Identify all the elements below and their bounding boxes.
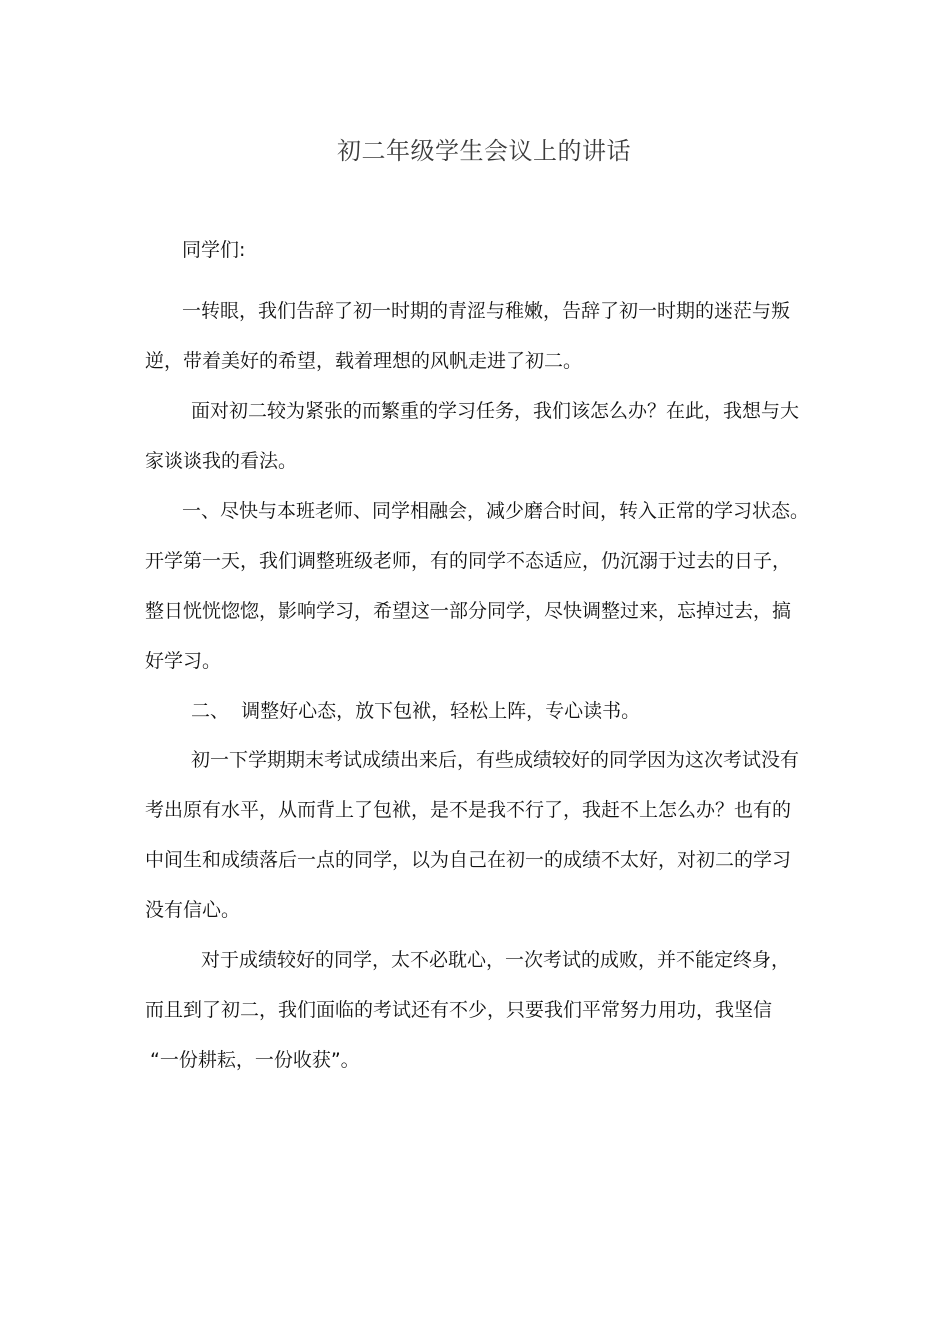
body-line: 一转眼，我们告辞了初一时期的青涩与稚嫩，告辞了初一时期的迷茫与叛 (182, 300, 791, 322)
body-line: 没有信心。 (145, 899, 241, 921)
body-line: 而且到了初二，我们面临的考试还有不少，只要我们平常努力用功，我坚信 (145, 999, 773, 1021)
document-title: 初二年级学生会议上的讲话 (337, 137, 631, 165)
body-line: 整日恍恍惚惚，影响学习，希望这一部分同学，尽快调整过来，忘掉过去，搞 (145, 600, 792, 622)
section-heading-1: 一、尽快与本班老师、同学相融会，减少磨合时间，转入正常的学习状态。 (182, 500, 810, 522)
body-line: 面对初二较为紧张的而繁重的学习任务，我们该怎么办？在此，我想与大 (191, 400, 800, 422)
body-line: 考出原有水平，从而背上了包袱，是不是我不行了，我赶不上怎么办？也有的 (145, 799, 792, 821)
body-line: 逆，带着美好的希望，载着理想的风帆走进了初二。 (145, 350, 583, 372)
body-line: 家谈谈我的看法。 (145, 450, 298, 472)
section-heading-2: 二、 调整好心态，放下包袱，轻松上阵，专心读书。 (191, 700, 641, 722)
salutation: 同学们: (182, 239, 246, 261)
closing-quote: “一份耕耘，一份收获”。 (150, 1049, 360, 1071)
body-line: 好学习。 (145, 650, 222, 672)
body-line: 中间生和成绩落后一点的同学，以为自己在初一的成绩不太好，对初二的学习 (145, 849, 792, 871)
body-line: 对于成绩较好的同学，太不必耽心，一次考试的成败，并不能定终身， (201, 949, 791, 971)
body-line: 初一下学期期末考试成绩出来后，有些成绩较好的同学因为这次考试没有 (191, 749, 800, 771)
body-line: 开学第一天，我们调整班级老师，有的同学不态适应，仍沉溺于过去的日子， (145, 550, 792, 572)
